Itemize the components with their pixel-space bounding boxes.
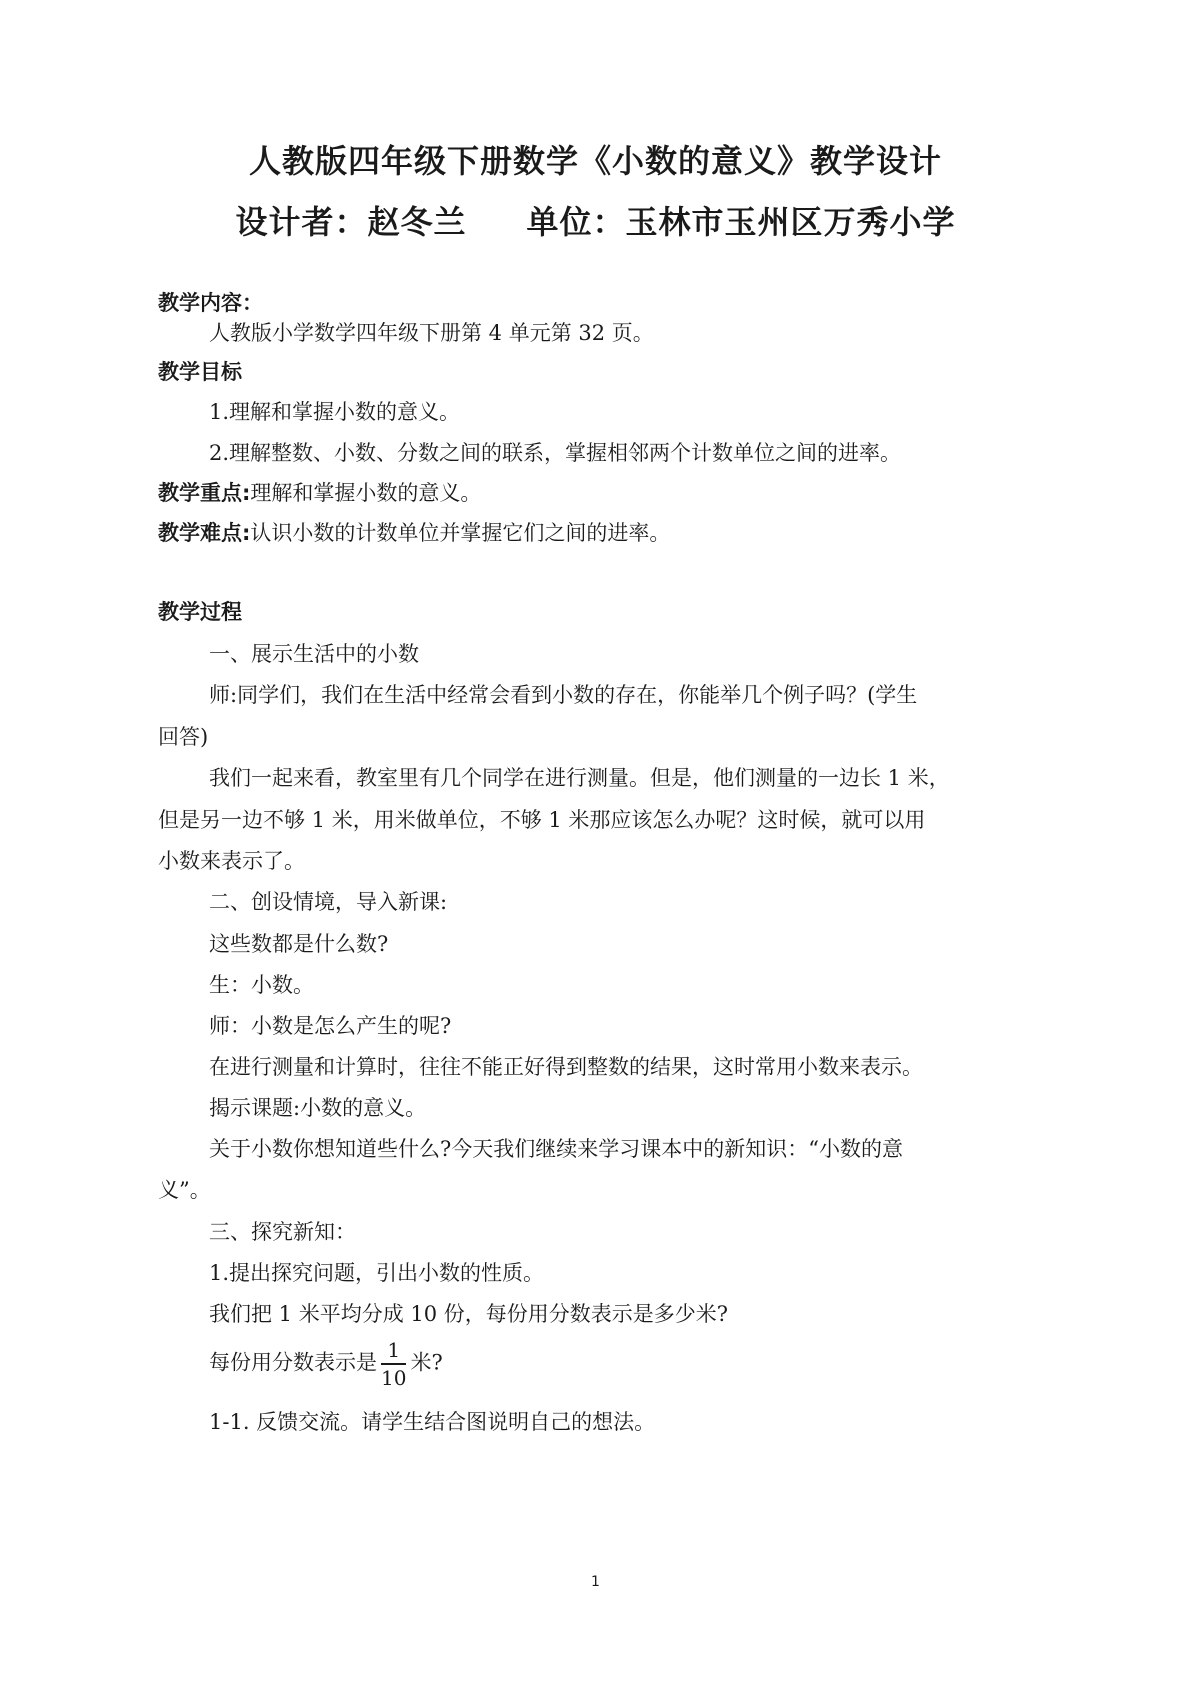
goal-item-1: 1.理解和掌握小数的意义。 bbox=[209, 400, 461, 424]
paragraph-8: 1-1. 反馈交流。请学生结合图说明自己的想法。 bbox=[209, 1410, 656, 1434]
fraction bbox=[381, 1339, 406, 1389]
paragraph-3: 在进行测量和计算时，往往不能正好得到整数的结果，这时常用小数来表示。 bbox=[209, 1055, 923, 1079]
section-1-title: 一、展示生活中的小数 bbox=[209, 642, 419, 666]
key-point-text: 理解和掌握小数的意义。 bbox=[250, 481, 482, 505]
answer-1: 生：小数。 bbox=[209, 973, 314, 997]
paragraph-5-line-2: 义”。 bbox=[158, 1178, 211, 1202]
paragraph-4: 揭示课题:小数的意义。 bbox=[209, 1096, 427, 1120]
item-1: 1.提出探究问题，引出小数的性质。 bbox=[209, 1261, 545, 1285]
document-title: 人教版四年级下册数学《小数的意义》教学设计 bbox=[248, 142, 942, 180]
paragraph-2-line-3: 小数来表示了。 bbox=[158, 849, 305, 873]
question-2: 师：小数是怎么产生的呢? bbox=[209, 1014, 452, 1038]
paragraph-1-line-1: 师:同学们，我们在生活中经常会看到小数的存在，你能举几个例子吗？(学生 bbox=[209, 683, 918, 707]
goal-item-2: 2.理解整数、小数、分数之间的联系，掌握相邻两个计数单位之间的进率。 bbox=[209, 441, 902, 465]
paragraph-2-line-2: 但是另一边不够 1 米，用米做单位，不够 1 米那应该怎么办呢？这时候，就可以用 bbox=[158, 808, 926, 832]
paragraph-5-line-1: 关于小数你想知道些什么?今天我们继续来学习课本中的新知识：“小数的意 bbox=[209, 1137, 903, 1161]
designer-unit: 单位：玉林市玉州区万秀小学 bbox=[526, 203, 956, 241]
content-text: 人教版小学数学四年级下册第 4 单元第 32 页。 bbox=[209, 321, 654, 345]
author-line bbox=[0, 197, 1191, 243]
paragraph-6: 我们把 1 米平均分成 10 份，每份用分数表示是多少米? bbox=[209, 1302, 729, 1326]
paragraph-7 bbox=[209, 1339, 443, 1389]
process-heading: 教学过程 bbox=[158, 600, 242, 624]
page-number: 1 bbox=[591, 1574, 600, 1590]
content-heading: 教学内容： bbox=[158, 291, 263, 315]
paragraph-2-line-1: 我们一起来看，教室里有几个同学在进行测量。但是，他们测量的一边长 1 米， bbox=[209, 766, 950, 790]
designer-name: 设计者：赵冬兰 bbox=[235, 203, 467, 241]
key-point-label: 教学重点: bbox=[158, 481, 251, 505]
paragraph-7-before: 每份用分数表示是 bbox=[209, 1350, 377, 1375]
question-1: 这些数都是什么数? bbox=[209, 932, 389, 956]
difficulty bbox=[158, 518, 670, 548]
key-point bbox=[158, 478, 481, 508]
goals-heading: 教学目标 bbox=[158, 360, 242, 384]
section-2-title: 二、创设情境，导入新课: bbox=[209, 890, 448, 914]
paragraph-1-line-2: 回答) bbox=[158, 725, 209, 749]
fraction-numerator: 1 bbox=[381, 1339, 406, 1365]
section-3-title: 三、探究新知： bbox=[209, 1220, 356, 1244]
difficulty-text: 认识小数的计数单位并掌握它们之间的进率。 bbox=[250, 521, 671, 545]
difficulty-label: 教学难点: bbox=[158, 521, 251, 545]
fraction-denominator: 10 bbox=[381, 1366, 407, 1390]
paragraph-7-after: 米? bbox=[410, 1350, 443, 1375]
